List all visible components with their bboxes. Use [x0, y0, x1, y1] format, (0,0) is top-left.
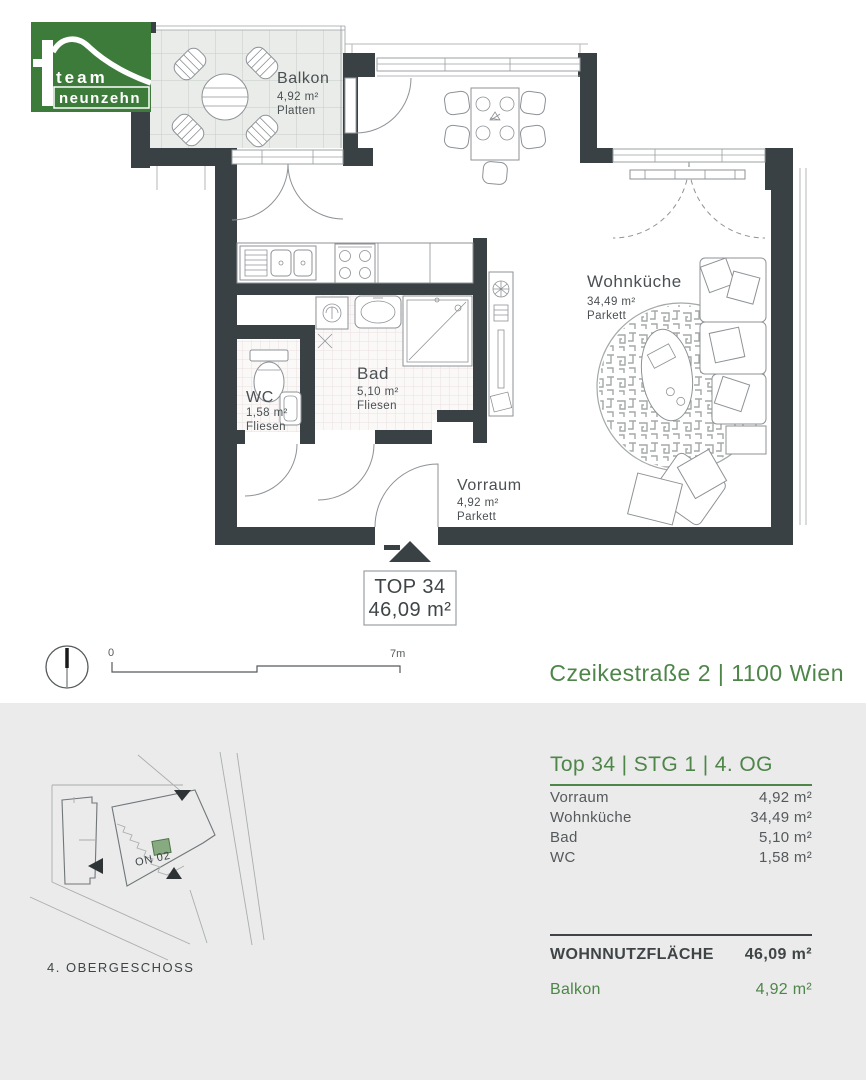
sideboard — [489, 272, 513, 416]
svg-text:46,09 m²: 46,09 m² — [368, 599, 452, 621]
svg-text:Fliesen: Fliesen — [246, 421, 286, 433]
unit-info-box — [364, 571, 456, 625]
svg-text:Vorraum: Vorraum — [457, 477, 522, 494]
washbasin — [355, 296, 401, 328]
unit-details-panel — [550, 753, 812, 999]
logo-graphic — [31, 22, 151, 112]
dining-glass-front — [377, 58, 580, 76]
floor-caption: 4. OBERGESCHOSS — [47, 960, 195, 975]
svg-text:team: team — [56, 68, 108, 87]
plant-icon — [493, 281, 509, 297]
svg-text:0: 0 — [108, 647, 115, 659]
hall-label — [457, 477, 522, 523]
room-label: Wohnküche — [550, 809, 632, 826]
svg-text:neunzehn: neunzehn — [59, 90, 141, 107]
room-row-wc — [550, 849, 812, 866]
room-label: Bad — [550, 829, 578, 846]
svg-text:7m: 7m — [390, 648, 406, 660]
dining-balcony-door-swing — [356, 78, 411, 133]
room-area: 4,92 m² — [759, 789, 812, 806]
scale-bar — [108, 647, 405, 673]
unit-title: Top 34 | STG 1 | 4. OG — [550, 753, 812, 786]
balcony-side-window — [345, 78, 356, 133]
room-label: Vorraum — [550, 789, 609, 806]
room-area: 5,10 m² — [759, 829, 812, 846]
svg-text:Platten: Platten — [277, 105, 316, 117]
room-row-bad — [550, 829, 812, 846]
room-label: WC — [550, 849, 576, 866]
total-living-area-row — [550, 934, 812, 964]
svg-text:5,10 m²: 5,10 m² — [357, 386, 399, 398]
svg-text:4,92 m²: 4,92 m² — [457, 497, 499, 509]
svg-text:1,58 m²: 1,58 m² — [246, 407, 288, 419]
spacer — [550, 866, 812, 934]
total-value: 46,09 m² — [744, 946, 812, 963]
svg-text:TOP 34: TOP 34 — [374, 576, 446, 598]
svg-text:Fliesen: Fliesen — [357, 400, 397, 412]
balcony-area-row — [550, 981, 812, 999]
svg-text:Parkett: Parkett — [457, 511, 497, 523]
entry-arrow-icon — [389, 541, 431, 562]
site-plan — [0, 703, 320, 1080]
kitchen-stove — [335, 244, 375, 283]
svg-text:Bad: Bad — [357, 364, 390, 383]
balcony-value: 4,92 m² — [755, 981, 812, 998]
svg-text:4,92 m²: 4,92 m² — [277, 91, 319, 103]
balcony-label: Balkon — [550, 981, 601, 998]
wc-door-swing — [245, 444, 297, 496]
balcony-door-right-swing — [288, 164, 343, 219]
room-area: 1,58 m² — [759, 849, 812, 866]
kitchen-sink — [240, 246, 316, 280]
svg-text:34,49 m²: 34,49 m² — [587, 296, 636, 308]
team-neunzehn-logo — [31, 22, 151, 112]
room-area: 34,49 m² — [750, 809, 812, 826]
room-row-vorraum — [550, 789, 812, 806]
radiator — [630, 170, 745, 179]
svg-text:Parkett: Parkett — [587, 310, 627, 322]
svg-text:ON 02: ON 02 — [134, 849, 172, 869]
compass-icon — [46, 646, 88, 688]
balcony-door-left-swing — [232, 164, 288, 220]
address-line: Czeikestraße 2 | 1100 Wien — [549, 660, 844, 686]
total-label: WOHNNUTZFLÄCHE — [550, 946, 714, 963]
balcony-door-window — [232, 150, 343, 164]
svg-text:WC: WC — [246, 389, 274, 406]
svg-text:Balkon: Balkon — [277, 70, 330, 87]
entry-door-swing — [375, 464, 438, 527]
dining-set — [444, 88, 547, 185]
bath-door-swing — [318, 444, 374, 500]
site-building-main — [112, 790, 215, 886]
shower — [403, 296, 472, 366]
site-building-left — [62, 797, 97, 884]
room-row-wohnkueche — [550, 809, 812, 826]
kitchen-counter — [237, 243, 473, 283]
svg-text:Wohnküche: Wohnküche — [587, 272, 682, 291]
living-window — [613, 149, 765, 162]
